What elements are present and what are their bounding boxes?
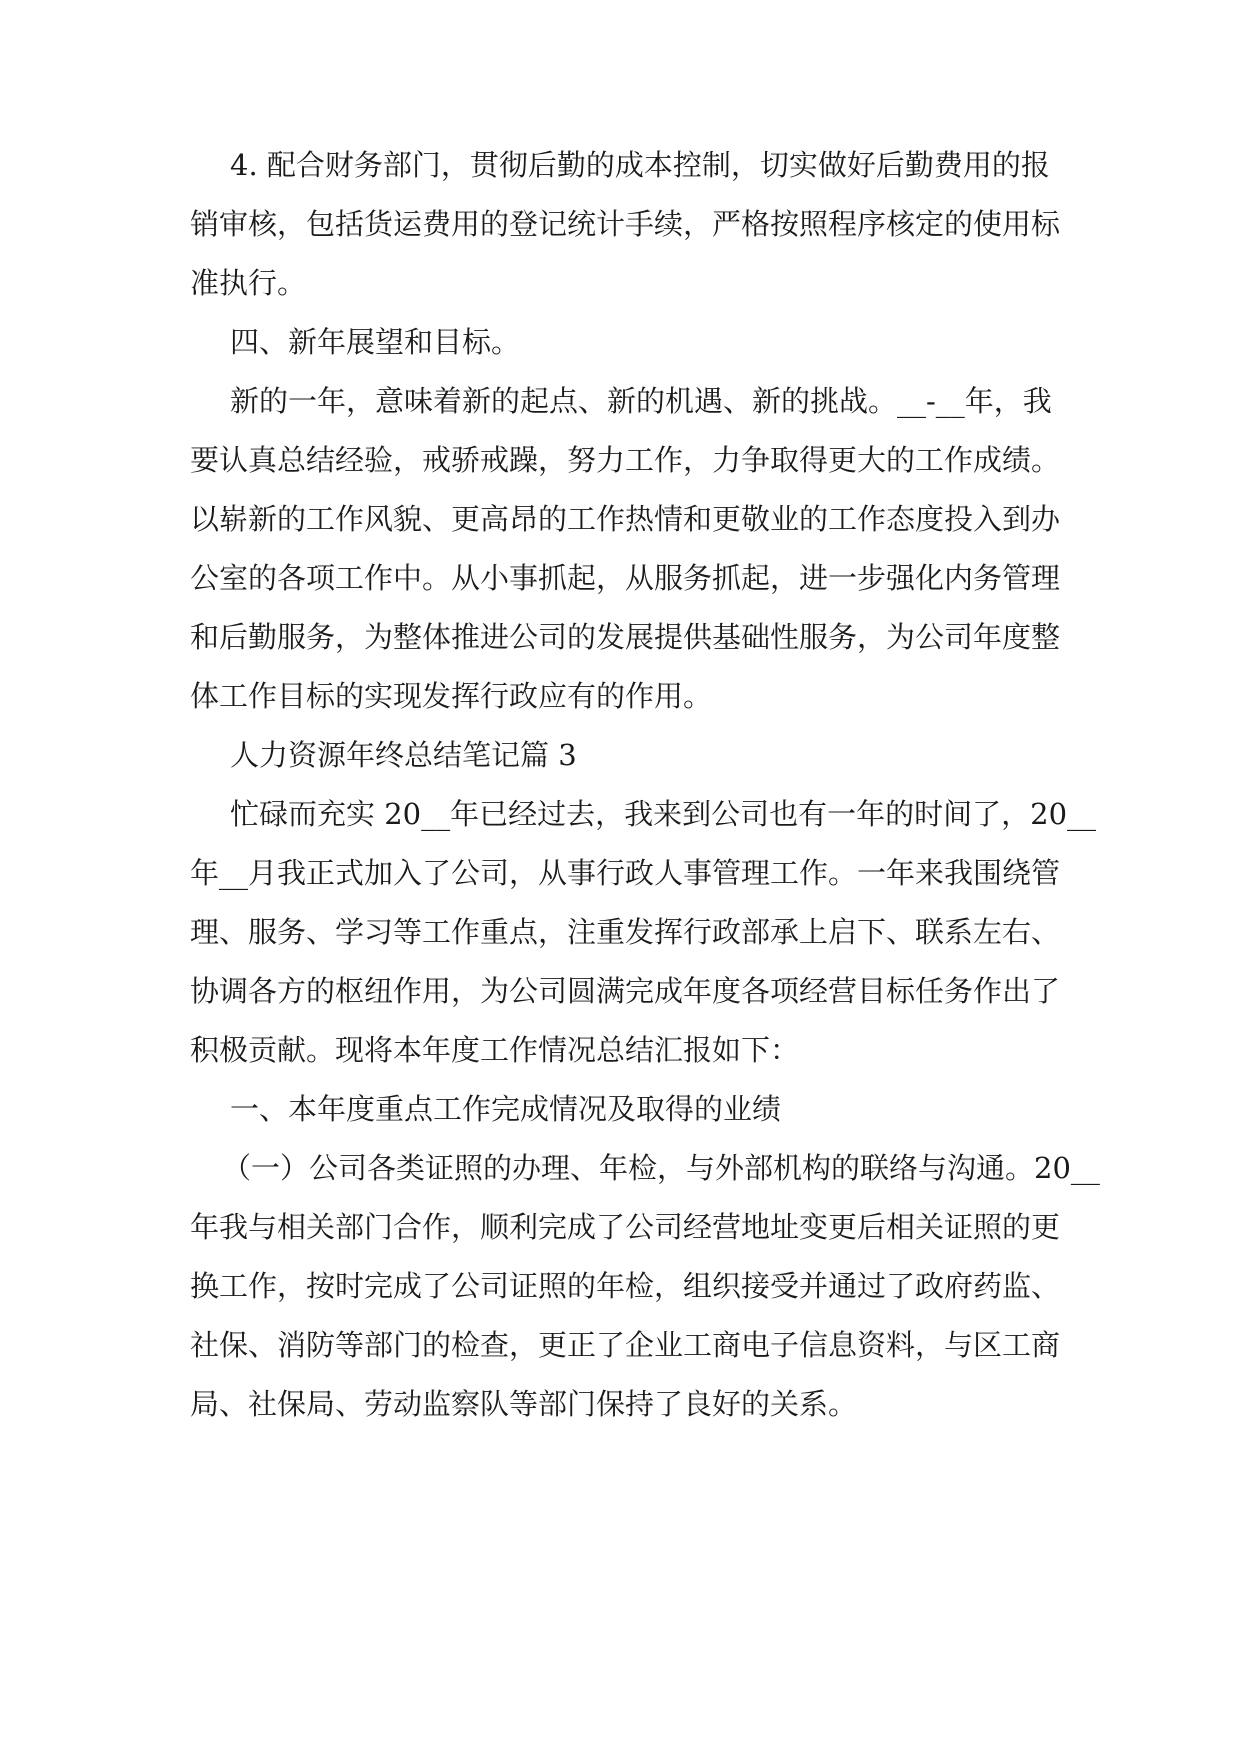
paragraph-licenses-line-4: 社保、消防等部门的检查，更正了企业工商电子信息资料，与区工商	[190, 1328, 1061, 1362]
article-title: 人力资源年终总结笔记篇 3	[230, 738, 577, 772]
paragraph-new-year-line-5: 和后勤服务，为整体推进公司的发展提供基础性服务，为公司年度整	[190, 620, 1061, 654]
paragraph-item-4-line-1: 4. 配合财务部门，贯彻后勤的成本控制，切实做好后勤费用的报	[230, 148, 1050, 182]
paragraph-intro-line-2: 年__月我正式加入了公司，从事行政人事管理工作。一年来我围绕管	[190, 856, 1061, 890]
paragraph-intro-line-4: 协调各方的枢纽作用，为公司圆满完成年度各项经营目标任务作出了	[190, 974, 1061, 1008]
section-heading-outlook: 四、新年展望和目标。	[230, 325, 521, 359]
section-heading-achievements: 一、本年度重点工作完成情况及取得的业绩	[230, 1092, 782, 1126]
paragraph-licenses-line-2: 年我与相关部门合作，顺利完成了公司经营地址变更后相关证照的更	[190, 1210, 1061, 1244]
paragraph-new-year-line-6: 体工作目标的实现发挥行政应有的作用。	[190, 679, 713, 713]
paragraph-new-year-line-3: 以崭新的工作风貌、更高昂的工作热情和更敬业的工作态度投入到办	[190, 502, 1061, 536]
paragraph-intro-line-1: 忙碌而充实 20__年已经过去，我来到公司也有一年的时间了，20__	[230, 797, 1097, 831]
paragraph-licenses-line-5: 局、社保局、劳动监察队等部门保持了良好的关系。	[190, 1387, 858, 1421]
paragraph-new-year-line-1: 新的一年，意味着新的起点、新的机遇、新的挑战。__-__年，我	[230, 384, 1052, 418]
paragraph-new-year-line-2: 要认真总结经验，戒骄戒躁，努力工作，力争取得更大的工作成绩。	[190, 443, 1061, 477]
paragraph-licenses-line-3: 换工作，按时完成了公司证照的年检，组织接受并通过了政府药监、	[190, 1269, 1061, 1303]
paragraph-intro-line-3: 理、服务、学习等工作重点，注重发挥行政部承上启下、联系左右、	[190, 915, 1061, 949]
paragraph-item-4-line-2: 销审核，包括货运费用的登记统计手续，严格按照程序核定的使用标	[190, 207, 1061, 241]
paragraph-item-4-line-3: 准执行。	[190, 266, 307, 300]
paragraph-new-year-line-4: 公室的各项工作中。从小事抓起，从服务抓起，进一步强化内务管理	[190, 561, 1061, 595]
paragraph-intro-line-5: 积极贡献。现将本年度工作情况总结汇报如下：	[190, 1033, 800, 1067]
paragraph-licenses-line-1: （一）公司各类证照的办理、年检，与外部机构的联络与沟通。20__	[222, 1151, 1100, 1185]
